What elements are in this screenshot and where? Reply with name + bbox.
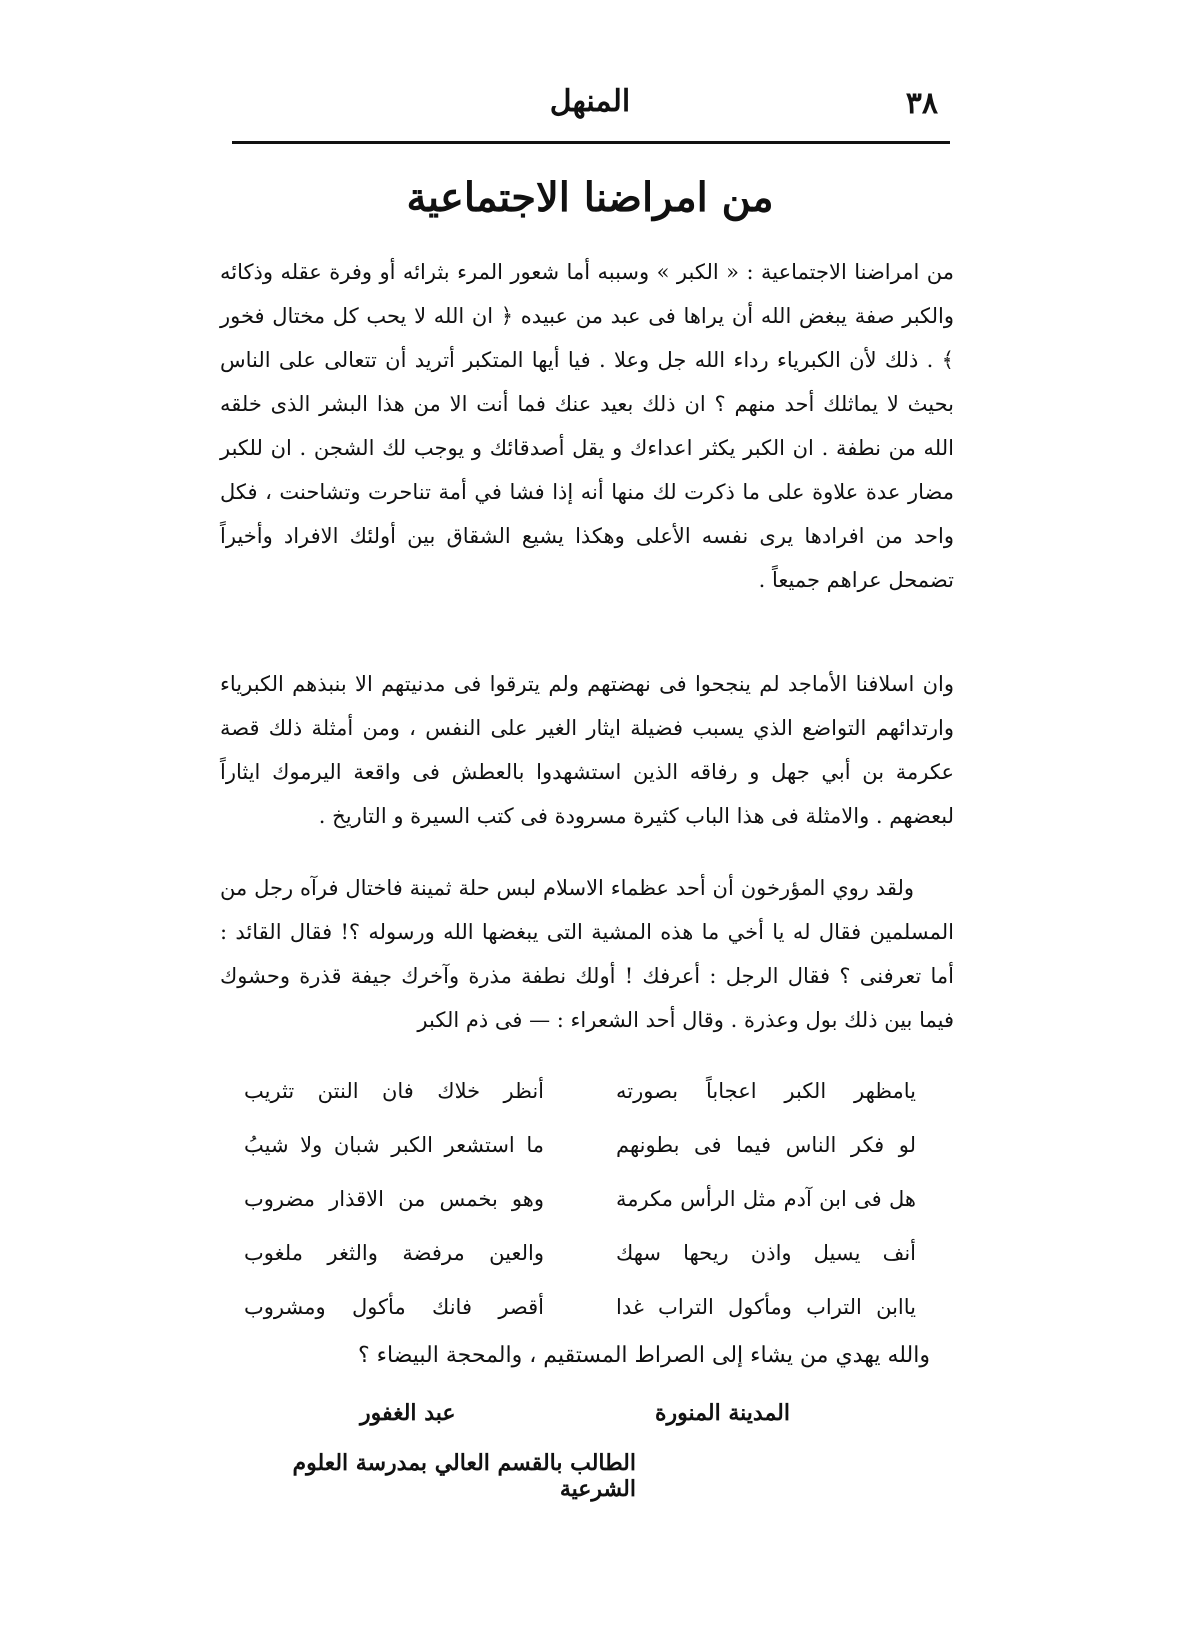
verse-second-hemistich: والعين مرفضة والثغر ملغوب [244, 1241, 544, 1265]
verse-first-hemistich: لو فكر الناس فيما فى بطونهم [616, 1133, 916, 1157]
header-rule [232, 141, 950, 144]
verse-second-hemistich: أنظر خلاك فان النتن تثريب [244, 1079, 544, 1103]
verse-line [244, 1226, 916, 1280]
paragraph-2-block [220, 662, 954, 838]
signature-row [360, 1400, 790, 1426]
poem [244, 1064, 916, 1334]
signature-place: المدينة المنورة [655, 1400, 790, 1426]
journal-title: المنهل [549, 84, 631, 119]
verse-first-hemistich: أنف يسيل واذن ريحها سهك [616, 1241, 916, 1265]
paragraph-3-block [220, 866, 954, 1042]
verse-line [244, 1172, 916, 1226]
paragraph-1: من امراضنا الاجتماعية : « الكبر » وسببه أما شعور المرء بثرائه أو وفرة عقله وذكائه والكبر صفة يبغض الله أن يراها فى عبد من عبيده ﴿ ان الله لا يحب كل مختال فخور ﴾ . ذلك لأن الكبرياء رداء الله جل وعلا . فيا أيها المتكبر أتريد أن تتعالى على الناس بحيث لا يماثلك أحد منهم ؟ ان ذلك بعيد عنك فما أنت الا من هذا البشر الذى خلقه الله من نطفة . ان الكبر يكثر اعداءك و يقل أصدقائك و يوجب لك الشجن . ان للكبر مضار عدة علاوة على ما ذكرت لك منها أنه إذا فشا في أمة تناحرت وتشاحنت ، فكل واحد من افرادها يرى نفسه الأعلى وهكذا يشيع الشقاق بين أولئك الافراد وأخيراً تضمحل عراهم جميعاً . [220, 260, 954, 592]
paragraph-1-block [220, 250, 954, 602]
verse-second-hemistich: وهو بخمس من الاقذار مضروب [244, 1187, 544, 1211]
verse-first-hemistich: ياابن التراب ومأكول التراب غدا [616, 1295, 916, 1319]
verse-first-hemistich: يامظهر الكبر اعجاباً بصورته [616, 1079, 916, 1103]
signature-author: عبد الغفور [360, 1400, 456, 1426]
running-header [230, 82, 950, 132]
paragraph-2: وان اسلافنا الأماجد لم ينجحوا فى نهضتهم ولم يترقوا فى مدنيتهم الا بنبذهم الكبرياء وارتدائهم التواضع الذي يسبب فضيلة ايثار الغير على النفس ، ومن أمثلة ذلك قصة عكرمة بن أبي جهل و رفاقه الذين استشهدوا بالعطش فى واقعة اليرموك ايثاراً لبعضهم . والامثلة فى هذا الباب كثيرة مسرودة فى كتب السيرة و التاريخ . [220, 672, 954, 828]
verse-first-hemistich: هل فى ابن آدم مثل الرأس مكرمة [616, 1187, 916, 1211]
verse-line [244, 1280, 916, 1334]
closing-sentence: والله يهدي من يشاء إلى الصراط المستقيم ، والمحجة البيضاء ؟ [357, 1343, 930, 1368]
paragraph-3: ولقد روي المؤرخون أن أحد عظماء الاسلام لبس حلة ثمينة فاختال فرآه رجل من المسلمين فقال له يا أخي ما هذه المشية التى يبغضها الله ورسوله ؟! فقال القائد : أما تعرفنى ؟ فقال الرجل : أعرفك ! أولك نطفة مذرة وآخرك جيفة قذرة وحشوك فيما بين ذلك بول وعذرة . وقال أحد الشعراء : — فى ذم الكبر [220, 876, 954, 1032]
page-number: ٣٨ [905, 86, 938, 121]
article-title: من امراضنا الاجتماعية [406, 174, 774, 221]
verse-second-hemistich: أقصر فانك مأكول ومشروب [244, 1295, 544, 1319]
verse-line [244, 1118, 916, 1172]
verse-second-hemistich: ما استشعر الكبر شبان ولا شيبُ [244, 1133, 544, 1157]
author-title: الطالب بالقسم العالي بمدرسة العلوم الشرعية [292, 1450, 636, 1502]
verse-line [244, 1064, 916, 1118]
